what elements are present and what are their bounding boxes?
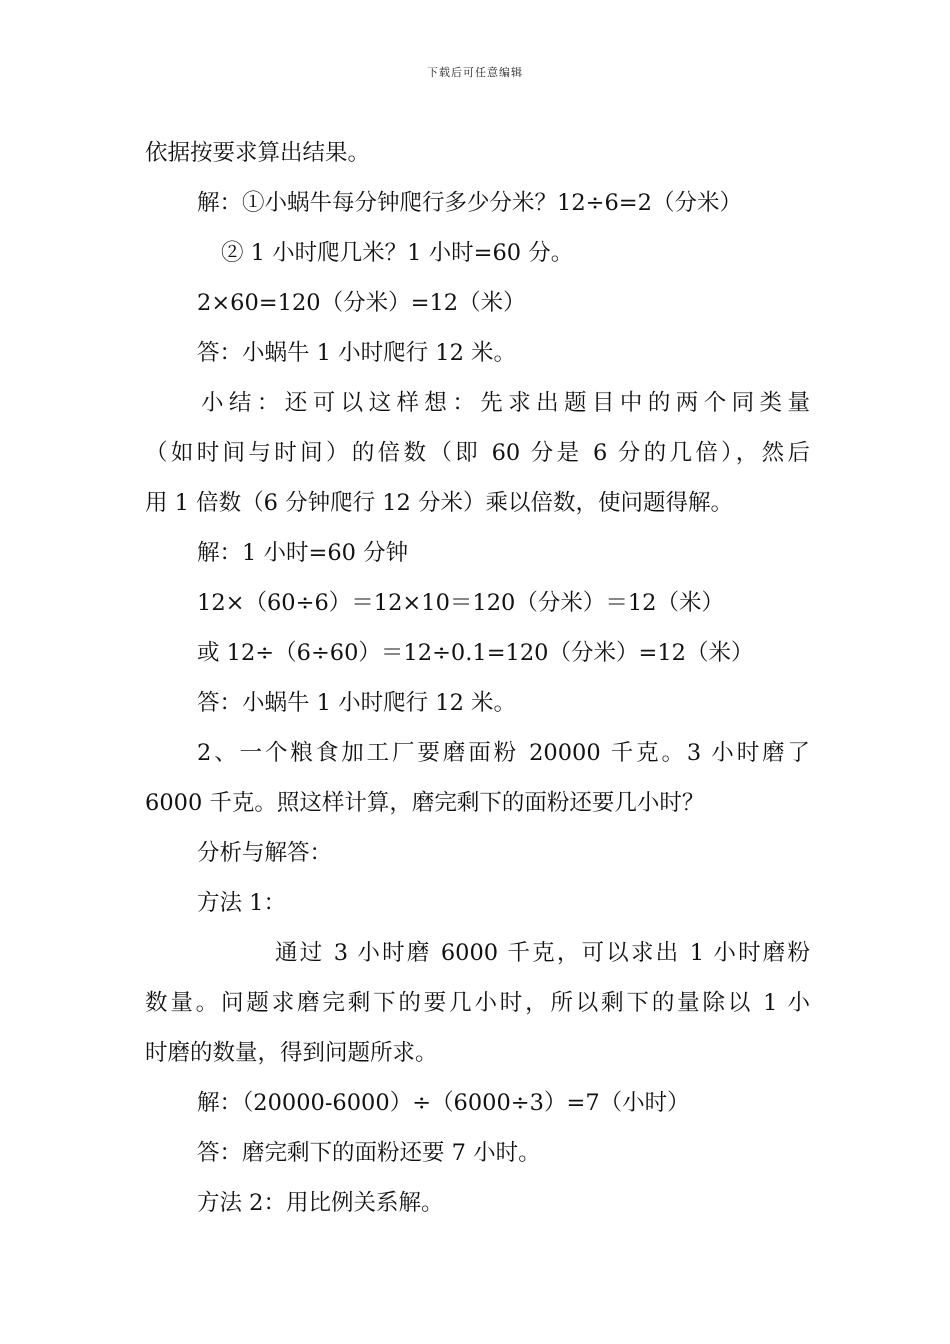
text-line: 解：①小蜗牛每分钟爬行多少分米？12÷6=2（分米） [197,190,742,216]
text-line: 解：（20000-6000）÷（6000÷3）=7（小时） [197,1090,690,1116]
page-header: 下载后可任意编辑 [427,66,523,79]
text-line: 数量。问题求磨完剩下的要几小时，所以剩下的量除以 1 小 [145,990,810,1016]
document-body [145,128,810,1228]
text-line: 或 12÷（6÷60）＝12÷0.1=120（分米）=12（米） [197,640,754,666]
text-line: 依据按要求算出结果。 [145,140,371,166]
text-line: 方法 1： [197,890,286,916]
text-line: 解：1 小时=60 分钟 [197,540,409,566]
text-line: 用 1 倍数（6 分钟爬行 12 分米）乘以倍数，使问题得解。 [145,490,734,516]
text-line: 2×60=120（分米）=12（米） [197,290,526,316]
text-line: 答：磨完剩下的面粉还要 7 小时。 [197,1140,541,1166]
text-line: 12×（60÷6）＝12×10＝120（分米）＝12（米） [197,590,724,616]
text-line: 小结：还可以这样想：先求出题目中的两个同类量 [201,390,810,416]
text-line: 2、一个粮食加工厂要磨面粉 20000 千克。3 小时磨了 [197,740,810,766]
text-line: 方法 2：用比例关系解。 [197,1190,444,1216]
text-line: 分析与解答： [197,840,333,866]
text-line: 通过 3 小时磨 6000 千克，可以求出 1 小时磨粉 [275,940,810,966]
text-line: （如时间与时间）的倍数（即 60 分是 6 分的几倍），然后 [145,440,810,466]
text-line: 时磨的数量，得到问题所求。 [145,1040,438,1066]
text-line: ② 1 小时爬几米？1 小时=60 分。 [221,240,574,266]
text-line: 答：小蜗牛 1 小时爬行 12 米。 [197,340,517,366]
text-line: 答：小蜗牛 1 小时爬行 12 米。 [197,690,517,716]
text-line: 6000 千克。照这样计算，磨完剩下的面粉还要几小时？ [145,790,705,816]
